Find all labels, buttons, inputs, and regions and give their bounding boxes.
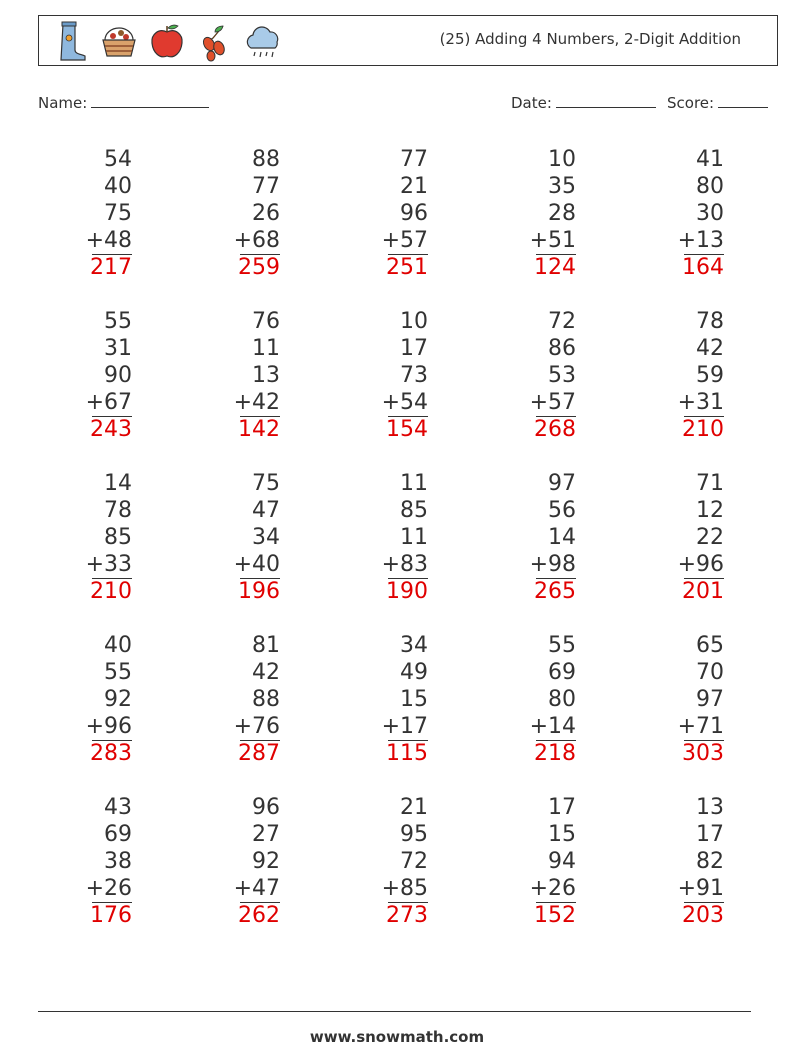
- addend: 34: [252, 525, 280, 550]
- addend: 70: [696, 660, 724, 685]
- addend: 53: [548, 363, 576, 388]
- addend: 21: [400, 174, 428, 199]
- addend: +57: [381, 228, 428, 253]
- answer: 268: [534, 417, 576, 442]
- addend: 17: [548, 795, 576, 820]
- rain-cloud-icon: [241, 20, 285, 64]
- addend: +17: [381, 714, 428, 739]
- addend: 85: [400, 498, 428, 523]
- worksheet-title: (25) Adding 4 Numbers, 2-Digit Addition: [439, 30, 741, 48]
- addend: 55: [104, 309, 132, 334]
- addend: +13: [677, 228, 724, 253]
- addend: 10: [548, 147, 576, 172]
- addend: 13: [696, 795, 724, 820]
- addend: 40: [104, 174, 132, 199]
- addend: 82: [696, 849, 724, 874]
- addend: 31: [104, 336, 132, 361]
- answer: 176: [90, 903, 132, 928]
- answer: 217: [90, 255, 132, 280]
- answer: 251: [386, 255, 428, 280]
- answer: 243: [90, 417, 132, 442]
- berries-icon: [193, 20, 237, 64]
- addend: 96: [400, 201, 428, 226]
- addend: +76: [233, 714, 280, 739]
- addend: 96: [252, 795, 280, 820]
- addend: 71: [696, 471, 724, 496]
- addend: +91: [677, 876, 724, 901]
- answer: 287: [238, 741, 280, 766]
- addend: 75: [252, 471, 280, 496]
- answer: 262: [238, 903, 280, 928]
- answer: 303: [682, 741, 724, 766]
- addend: 17: [696, 822, 724, 847]
- apple-icon: [145, 20, 189, 64]
- addend: +40: [233, 552, 280, 577]
- addend: 55: [548, 633, 576, 658]
- addend: 54: [104, 147, 132, 172]
- footer-site: www.snowmath.com: [309, 1028, 485, 1046]
- addend: 75: [104, 201, 132, 226]
- addend: +85: [381, 876, 428, 901]
- addend: +26: [529, 876, 576, 901]
- score-label: Score:: [667, 94, 715, 112]
- addend: 65: [696, 633, 724, 658]
- addend: 14: [104, 471, 132, 496]
- name-label: Name:: [38, 94, 88, 112]
- addend: +71: [677, 714, 724, 739]
- addend: 94: [548, 849, 576, 874]
- addend: 30: [696, 201, 724, 226]
- addend: 34: [400, 633, 428, 658]
- addend: 11: [400, 471, 428, 496]
- addend: 55: [104, 660, 132, 685]
- date-field: [511, 93, 656, 112]
- addend: 40: [104, 633, 132, 658]
- addend: +51: [529, 228, 576, 253]
- score-blank: [718, 93, 768, 108]
- answer: 164: [682, 255, 724, 280]
- addend: 80: [696, 174, 724, 199]
- answer: 124: [534, 255, 576, 280]
- addend: +67: [85, 390, 132, 415]
- addend: 88: [252, 687, 280, 712]
- addend: 17: [400, 336, 428, 361]
- addend: 11: [400, 525, 428, 550]
- boot-icon: [49, 20, 93, 64]
- addend: 56: [548, 498, 576, 523]
- addend: 47: [252, 498, 280, 523]
- addend: 42: [252, 660, 280, 685]
- answer: 259: [238, 255, 280, 280]
- addend: 97: [548, 471, 576, 496]
- addend: 35: [548, 174, 576, 199]
- answer: 265: [534, 579, 576, 604]
- addend: 77: [252, 174, 280, 199]
- addend: +14: [529, 714, 576, 739]
- answer: 201: [682, 579, 724, 604]
- addend: +33: [85, 552, 132, 577]
- addend: 80: [548, 687, 576, 712]
- addend: 15: [400, 687, 428, 712]
- worksheet-header: [38, 15, 778, 66]
- footer-divider: [38, 1011, 751, 1012]
- addend: 38: [104, 849, 132, 874]
- addend: 69: [548, 660, 576, 685]
- addend: +42: [233, 390, 280, 415]
- addend: 42: [696, 336, 724, 361]
- addend: 69: [104, 822, 132, 847]
- addend: 92: [252, 849, 280, 874]
- addend: 28: [548, 201, 576, 226]
- answer: 190: [386, 579, 428, 604]
- answer: 142: [238, 417, 280, 442]
- addend: +57: [529, 390, 576, 415]
- addend: 43: [104, 795, 132, 820]
- addend: 78: [696, 309, 724, 334]
- addend: +98: [529, 552, 576, 577]
- addend: 49: [400, 660, 428, 685]
- answer: 273: [386, 903, 428, 928]
- addend: 27: [252, 822, 280, 847]
- answer: 203: [682, 903, 724, 928]
- addend: +47: [233, 876, 280, 901]
- addend: 92: [104, 687, 132, 712]
- addend: 90: [104, 363, 132, 388]
- addend: 88: [252, 147, 280, 172]
- addend: +31: [677, 390, 724, 415]
- basket-icon: [97, 20, 141, 64]
- addend: 86: [548, 336, 576, 361]
- answer: 210: [90, 579, 132, 604]
- addend: 73: [400, 363, 428, 388]
- addend: 72: [548, 309, 576, 334]
- answer: 152: [534, 903, 576, 928]
- name-blank: [91, 93, 209, 108]
- addend: +68: [233, 228, 280, 253]
- addend: 10: [400, 309, 428, 334]
- header-icons: [49, 20, 285, 64]
- answer: 218: [534, 741, 576, 766]
- addend: 22: [696, 525, 724, 550]
- addend: +83: [381, 552, 428, 577]
- date-blank: [556, 93, 656, 108]
- answer: 210: [682, 417, 724, 442]
- addend: 95: [400, 822, 428, 847]
- addend: 41: [696, 147, 724, 172]
- addend: 14: [548, 525, 576, 550]
- addend: 81: [252, 633, 280, 658]
- addend: 78: [104, 498, 132, 523]
- addend: 77: [400, 147, 428, 172]
- addend: 26: [252, 201, 280, 226]
- addend: +96: [677, 552, 724, 577]
- answer: 283: [90, 741, 132, 766]
- score-field: [667, 93, 768, 112]
- addend: 13: [252, 363, 280, 388]
- answer: 115: [386, 741, 428, 766]
- name-field: [38, 93, 209, 112]
- addend: +96: [85, 714, 132, 739]
- addend: +54: [381, 390, 428, 415]
- answer: 196: [238, 579, 280, 604]
- addend: +48: [85, 228, 132, 253]
- addend: +26: [85, 876, 132, 901]
- addend: 21: [400, 795, 428, 820]
- addend: 76: [252, 309, 280, 334]
- addend: 15: [548, 822, 576, 847]
- date-label: Date:: [511, 94, 552, 112]
- addend: 97: [696, 687, 724, 712]
- addend: 72: [400, 849, 428, 874]
- addend: 12: [696, 498, 724, 523]
- addend: 11: [252, 336, 280, 361]
- addend: 85: [104, 525, 132, 550]
- answer: 154: [386, 417, 428, 442]
- addend: 59: [696, 363, 724, 388]
